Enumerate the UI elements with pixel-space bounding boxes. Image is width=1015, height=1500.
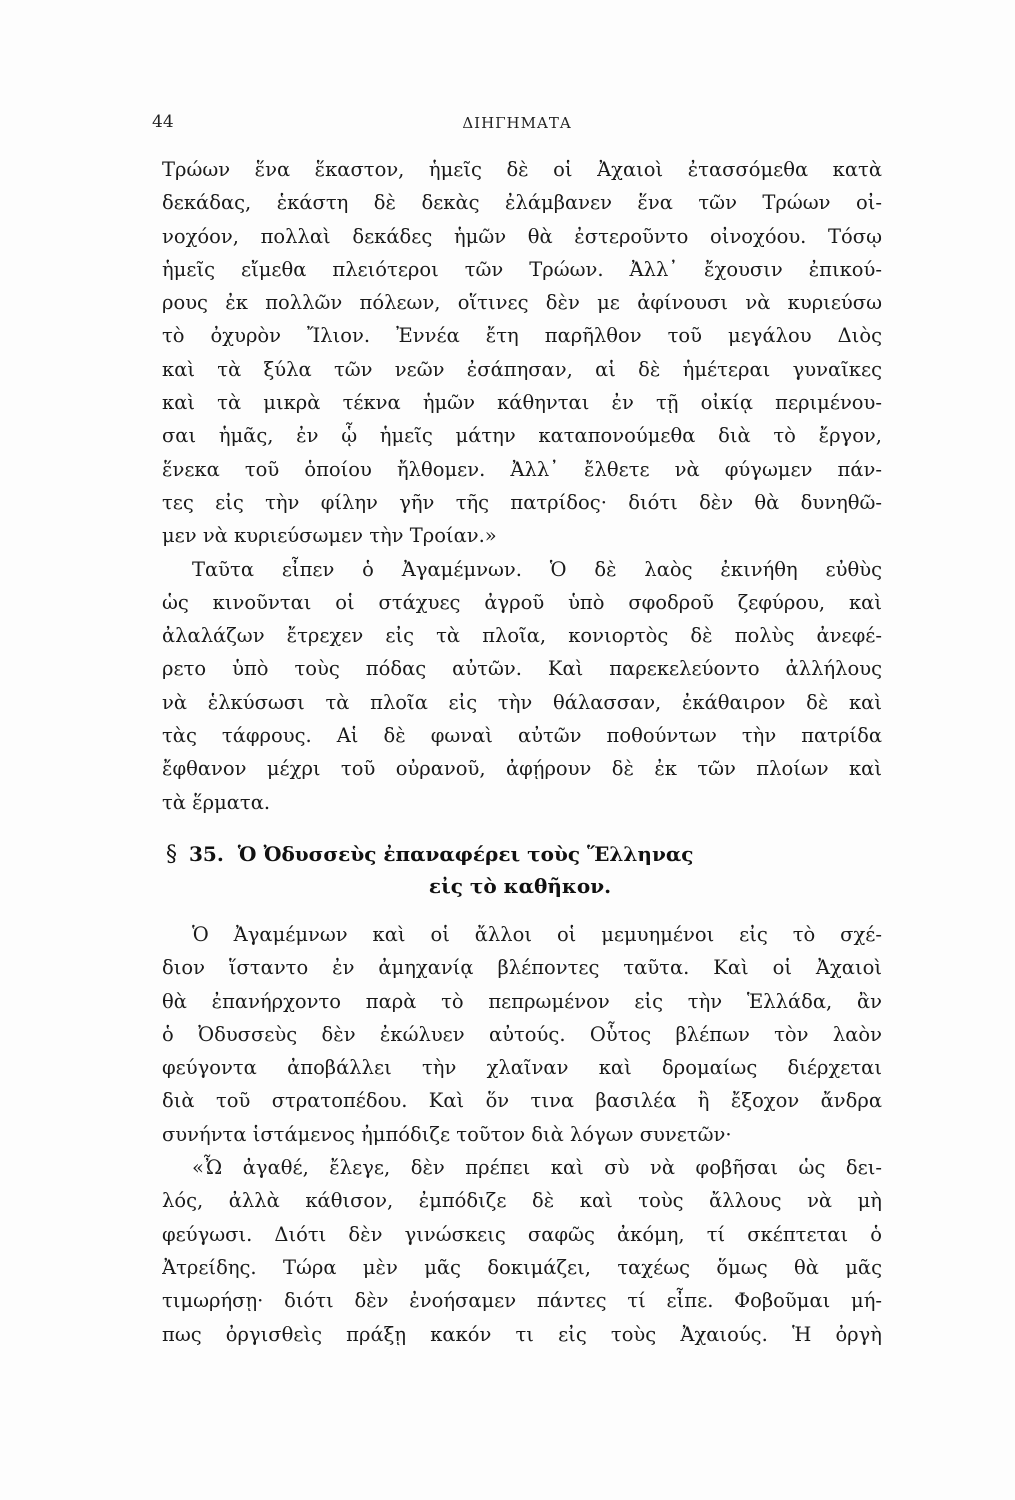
text-line: ρετο ὑπὸ τοὺς πόδας αὐτῶν. Καὶ παρεκελεύοντο ἀλλήλους (162, 657, 882, 681)
text-line: ὡς κινοῦνται οἱ στάχυες ἀγροῦ ὑπὸ σφοδροῦ ζεφύρου, καὶ (162, 590, 882, 614)
text-line: νοχόον, πολλαὶ δεκάδες ἡμῶν θὰ ἐστεροῦντο οἰνοχόου. Τόσῳ (162, 224, 882, 248)
text-line: «Ὦ ἀγαθέ, ἔλεγε, δὲν πρέπει καὶ σὺ νὰ φοβῆσαι ὡς δει- (192, 1156, 882, 1180)
section-title-part-1: Ὁ Ὀδυσσεὺς ἐπαναφέρει τοὺς Ἕλληνας (237, 842, 694, 866)
text-line: τὰ ἕρματα. (162, 790, 271, 814)
section-mark: § (166, 842, 177, 867)
text-line: μεν νὰ κυριεύσωμεν τὴν Τροίαν.» (162, 524, 497, 548)
page-number: 44 (152, 112, 174, 132)
text-line: λός, ἀλλὰ κάθισον, ἐμπόδιζε δὲ καὶ τοὺς ἄλλους νὰ μὴ (162, 1189, 882, 1213)
paragraph (162, 918, 882, 1151)
text-line: τὸ ὀχυρὸν Ἴλιον. Ἐννέα ἔτη παρῆλθον τοῦ μεγάλου Διὸς (162, 324, 882, 348)
text-block-lower (162, 918, 882, 1351)
text-line: ρους ἐκ πολλῶν πόλεων, οἵτινες δὲν με ἀφίνουσι νὰ κυριεύσω (162, 291, 882, 315)
text-line: θὰ ἐπανήρχοντο παρὰ τὸ πεπρωμένον εἰς τὴν Ἑλλάδα, ἂν (162, 989, 882, 1013)
text-line: καὶ τὰ μικρὰ τέκνα ἡμῶν κάθηνται ἐν τῇ οἰκίᾳ περιμένου- (162, 391, 882, 415)
text-line: ἀλαλάζων ἔτρεχεν εἰς τὰ πλοῖα, κονιορτὸς δὲ πολὺς ἀνεφέ- (162, 624, 882, 648)
text-line: δεκάδας, ἑκάστη δὲ δεκὰς ἐλάμβανεν ἕνα τῶν Τρώων οἰ- (162, 191, 882, 215)
text-line: νὰ ἑλκύσωσι τὰ πλοῖα εἰς τὴν θάλασσαν, ἐκάθαιρον δὲ καὶ (162, 690, 882, 714)
section-heading-line-1 (150, 838, 890, 870)
paragraph (162, 553, 882, 819)
text-line: φεύγωσι. Διότι δὲν γινώσκεις σαφῶς ἀκόμη, τί σκέπτεται ὁ (162, 1222, 882, 1246)
text-line: συνήντα ἱστάμενος ἠμπόδιζε τοῦτον διὰ λόγων συνετῶν· (162, 1122, 732, 1146)
paragraph (162, 1151, 882, 1351)
text-line: Ταῦτα εἶπεν ὁ Ἀγαμέμνων. Ὁ δὲ λαὸς ἐκινήθη εὐθὺς (192, 557, 882, 581)
section-title-part-2: εἰς τὸ καθῆκον. (428, 874, 612, 898)
section-heading (150, 838, 890, 902)
text-line: σαι ἡμᾶς, ἐν ᾧ ἡμεῖς μάτην καταπονούμεθα διὰ τὸ ἔργον, (162, 424, 882, 448)
page-header (152, 112, 882, 140)
text-line: πως ὀργισθεὶς πράξῃ κακόν τι εἰς τοὺς Ἀχαιούς. Ἡ ὀργὴ (162, 1322, 882, 1346)
paragraph (162, 153, 882, 553)
running-title: ΔΙΗΓΗΜΑΤΑ (462, 114, 572, 132)
text-line: Ἀτρείδης. Τώρα μὲν μᾶς δοκιμάζει, ταχέως ὅμως θὰ μᾶς (162, 1255, 882, 1279)
text-line: τιμωρήσῃ· διότι δὲν ἐνοήσαμεν πάντες τί εἶπε. Φοβοῦμαι μή- (162, 1289, 882, 1313)
text-line: Ὁ Ἀγαμέμνων καὶ οἱ ἄλλοι οἱ μεμυημένοι εἰς τὸ σχέ- (192, 923, 882, 946)
text-line: ἕνεκα τοῦ ὁποίου ἤλθομεν. Ἀλλ᾽ ἔλθετε νὰ φύγωμεν πάν- (162, 457, 882, 481)
text-line: τες εἰς τὴν φίλην γῆν τῆς πατρίδος· διότι δὲν θὰ δυνηθῶ- (162, 490, 882, 514)
text-line: ἡμεῖς εἴμεθα πλειότεροι τῶν Τρώων. Ἀλλ᾽ ἔχουσιν ἐπικού- (162, 257, 882, 281)
section-number: 35. (189, 842, 224, 866)
text-line: Τρώων ἕνα ἕκαστον, ἡμεῖς δὲ οἱ Ἀχαιοὶ ἐτασσόμεθα κατὰ (162, 158, 882, 181)
text-line: τὰς τάφρους. Αἱ δὲ φωναὶ αὐτῶν ποθούντων τὴν πατρίδα (162, 724, 882, 748)
text-line: καὶ τὰ ξύλα τῶν νεῶν ἐσάπησαν, αἱ δὲ ἡμέτεραι γυναῖκες (162, 357, 882, 381)
text-line: ὁ Ὀδυσσεὺς δὲν ἐκώλυεν αὐτούς. Οὗτος βλέπων τὸν λαὸν (162, 1022, 882, 1046)
text-line: ἔφθανον μέχρι τοῦ οὐρανοῦ, ἀφῄρουν δὲ ἐκ τῶν πλοίων καὶ (162, 757, 882, 781)
text-line: διον ἵσταντο ἐν ἀμηχανίᾳ βλέποντες ταῦτα. Καὶ οἱ Ἀχαιοὶ (162, 956, 882, 980)
text-line: διὰ τοῦ στρατοπέδου. Καὶ ὅν τινα βασιλέα ἢ ἔξοχον ἄνδρα (162, 1089, 882, 1113)
text-line: φεύγοντα ἀποβάλλει τὴν χλαῖναν καὶ δρομαίως διέρχεται (162, 1056, 882, 1080)
text-block-upper (162, 153, 882, 819)
